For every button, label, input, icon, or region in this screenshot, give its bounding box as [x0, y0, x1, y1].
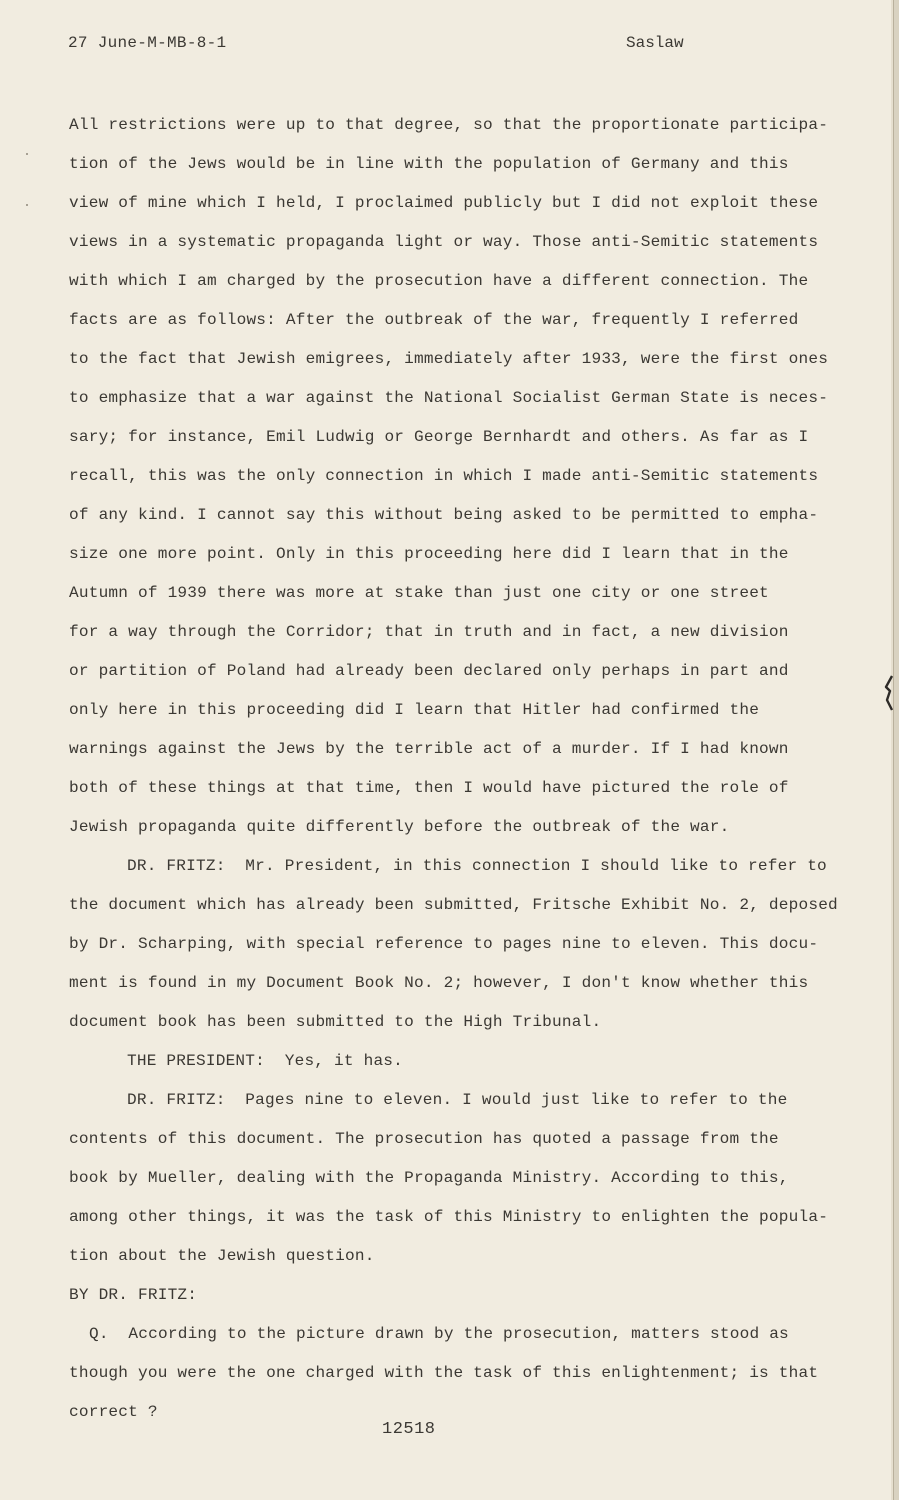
body-line: or partition of Poland had already been declared only perhaps in part and: [69, 662, 789, 680]
body-line: Autumn of 1939 there was more at stake than just one city or one street: [69, 584, 769, 602]
body-line: Jewish propaganda quite differently before the outbreak of the war.: [69, 818, 730, 836]
paper-speck: [26, 153, 28, 155]
body-line: to the fact that Jewish emigrees, immediately after 1933, were the first ones: [69, 350, 829, 368]
header-reference: 27 June-M-MB-8-1: [68, 34, 227, 52]
body-line: warnings against the Jews by the terrible act of a murder. If I had known: [69, 740, 789, 758]
body-line: facts are as follows: After the outbreak of the war, frequently I referred: [69, 311, 799, 329]
body-line: by Dr. Scharping, with special reference to pages nine to eleven. This docu-: [69, 935, 819, 953]
binding-clip-mark: [884, 673, 894, 713]
body-line: ment is found in my Document Book No. 2; however, I don't know whether this: [69, 974, 809, 992]
paper-speck: [26, 204, 28, 206]
body-line: though you were the one charged with the task of this enlightenment; is that: [69, 1364, 819, 1382]
body-line: document book has been submitted to the High Tribunal.: [69, 1013, 602, 1031]
body-line: view of mine which I held, I proclaimed publicly but I did not exploit these: [69, 194, 819, 212]
body-line: All restrictions were up to that degree, so that the proportionate participa-: [69, 116, 829, 134]
body-line: book by Mueller, dealing with the Propaganda Ministry. According to this,: [69, 1169, 789, 1187]
speaker-line: THE PRESIDENT: Yes, it has.: [127, 1052, 404, 1070]
examination-heading: BY DR. FRITZ:: [69, 1286, 198, 1304]
body-line: size one more point. Only in this proceeding here did I learn that in the: [69, 545, 789, 563]
header-reporter: Saslaw: [626, 34, 684, 52]
body-line: both of these things at that time, then I would have pictured the role of: [69, 779, 789, 797]
body-line: views in a systematic propaganda light or way. Those anti-Semitic statements: [69, 233, 819, 251]
body-line: the document which has already been submitted, Fritsche Exhibit No. 2, deposed: [69, 896, 838, 914]
body-line: of any kind. I cannot say this without being asked to be permitted to empha-: [69, 506, 819, 524]
binding-clip-mark-shape: [886, 676, 892, 710]
body-line: to emphasize that a war against the National Socialist German State is neces-: [69, 389, 829, 407]
body-line: recall, this was the only connection in which I made anti-Semitic statements: [69, 467, 819, 485]
body-line: contents of this document. The prosecution has quoted a passage from the: [69, 1130, 779, 1148]
speaker-line: DR. FRITZ: Mr. President, in this connection I should like to refer to: [127, 857, 827, 875]
body-line: correct ?: [69, 1403, 158, 1421]
body-line: among other things, it was the task of this Ministry to enlighten the popula-: [69, 1208, 829, 1226]
body-line: sary; for instance, Emil Ludwig or George Bernhardt and others. As far as I: [69, 428, 809, 446]
speaker-line: DR. FRITZ: Pages nine to eleven. I would just like to refer to the: [127, 1091, 788, 1109]
body-line: tion of the Jews would be in line with the population of Germany and this: [69, 155, 789, 173]
body-line: tion about the Jewish question.: [69, 1247, 375, 1265]
body-line: with which I am charged by the prosecution have a different connection. The: [69, 272, 809, 290]
body-line: only here in this proceeding did I learn that Hitler had confirmed the: [69, 701, 760, 719]
page-number: 12518: [382, 1420, 436, 1439]
body-line: for a way through the Corridor; that in truth and in fact, a new division: [69, 623, 789, 641]
question-line: Q. According to the picture drawn by the prosecution, matters stood as: [89, 1325, 789, 1343]
